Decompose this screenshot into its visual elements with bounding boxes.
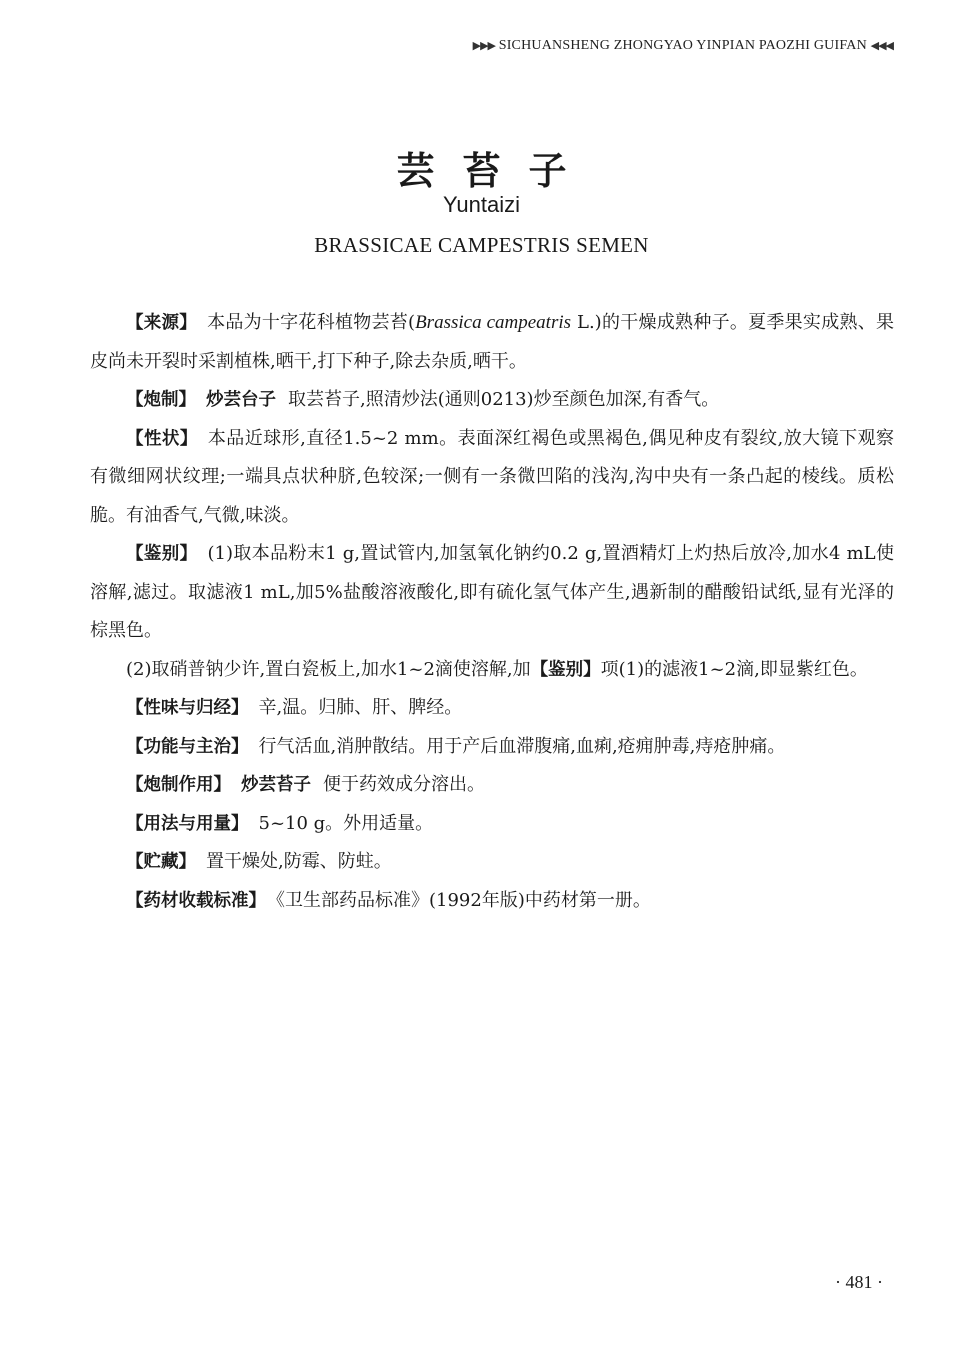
section-character bbox=[90, 420, 894, 536]
section-label: 【炮制】 bbox=[126, 390, 196, 410]
running-header bbox=[300, 38, 893, 54]
section-label: 【功能与主治】 bbox=[126, 736, 249, 757]
section-text: (2)取硝普钠少许,置白瓷板上,加水1~2滴使溶解,加 bbox=[126, 658, 531, 680]
section-function bbox=[90, 728, 894, 767]
section-usage bbox=[90, 805, 894, 844]
section-processing-effect bbox=[90, 766, 894, 805]
section-source bbox=[90, 304, 894, 381]
section-text: (1)取本品粉末1 g,置试管内,加氢氧化钠约0.2 g,置酒精灯上灼热后放冷,加水4 mL使溶解,滤过。取滤液1 mL,加5%盐酸溶液酸化,即有硫化氢气体产生,遇新制的醋酸铅试纸,显有光泽的棕黑色。 bbox=[90, 543, 894, 641]
section-text: 本品为十字花科植物芸苔( bbox=[207, 312, 416, 333]
section-text: 置干燥处,防霉、防蛀。 bbox=[206, 851, 392, 872]
section-processing bbox=[90, 381, 894, 420]
section-text: 行气活血,消肿散结。用于产后血滞腹痛,血痢,疮痈肿毒,痔疮肿痛。 bbox=[258, 735, 786, 757]
section-text: L.)的干燥成熟种子。夏季果实成熟、果皮尚未开裂时采割植株,晒干,打下种子,除去杂质,晒干。 bbox=[90, 312, 894, 372]
page-title: 芸苔子 bbox=[396, 148, 595, 193]
running-header-text: SICHUANSHENG ZHONGYAO YINPIAN PAOZHI GUIFAN bbox=[498, 38, 867, 53]
section-sub-label: 炒芸苔子 bbox=[241, 775, 311, 795]
section-storage bbox=[90, 843, 894, 882]
latin-title: BRASSICAE CAMPESTRIS SEMEN bbox=[314, 233, 649, 257]
section-identification-2 bbox=[90, 651, 894, 690]
section-label: 【药材收载标准】 bbox=[126, 890, 266, 911]
section-label: 【鉴别】 bbox=[126, 544, 198, 564]
triangle-left-icon: ◀◀◀ bbox=[870, 40, 893, 52]
section-label: 【炮制作用】 bbox=[126, 775, 231, 795]
section-standard bbox=[90, 882, 894, 921]
section-text: 《卫生部药品标准》(1992年版)中药材第一册。 bbox=[276, 889, 651, 911]
section-nature bbox=[90, 689, 894, 728]
latin-species-name: Brassica campeatris bbox=[415, 312, 572, 333]
section-label: 【性味与归经】 bbox=[126, 698, 249, 718]
monograph-body bbox=[90, 304, 894, 920]
inline-reference-label: 【鉴别】 bbox=[530, 659, 601, 680]
section-label: 【贮藏】 bbox=[126, 852, 196, 872]
section-text: 便于药效成分溶出。 bbox=[323, 774, 485, 795]
section-text: 项(1)的滤液1~2滴,即显紫红色。 bbox=[600, 658, 868, 680]
section-text: 本品近球形,直径1.5~2 mm。表面深红褐色或黑褐色,偶见种皮有裂纹,放大镜下观察有微细网状纹理;一端具点状种脐,色较深;一侧有一条微凹陷的浅沟,沟中央有一条凸起的棱线。质松脆。有油香气,气微,味淡。 bbox=[90, 427, 894, 526]
pinyin-title: Yuntaizi bbox=[442, 192, 521, 217]
section-text: 取芸苔子,照清炒法(通则0213)炒至颜色加深,有香气。 bbox=[288, 389, 720, 410]
triangle-right-icon: ▶▶▶ bbox=[472, 40, 495, 52]
section-label: 【用法与用量】 bbox=[126, 813, 249, 834]
section-label: 【来源】 bbox=[126, 313, 198, 333]
page-number: · 481 · bbox=[835, 1272, 883, 1292]
section-text: 5~10 g。外用适量。 bbox=[258, 812, 434, 834]
section-label: 【性状】 bbox=[126, 428, 198, 449]
section-identification bbox=[90, 535, 894, 651]
section-sub-label: 炒芸台子 bbox=[206, 390, 276, 410]
section-text: 辛,温。归肺、肝、脾经。 bbox=[258, 697, 463, 718]
